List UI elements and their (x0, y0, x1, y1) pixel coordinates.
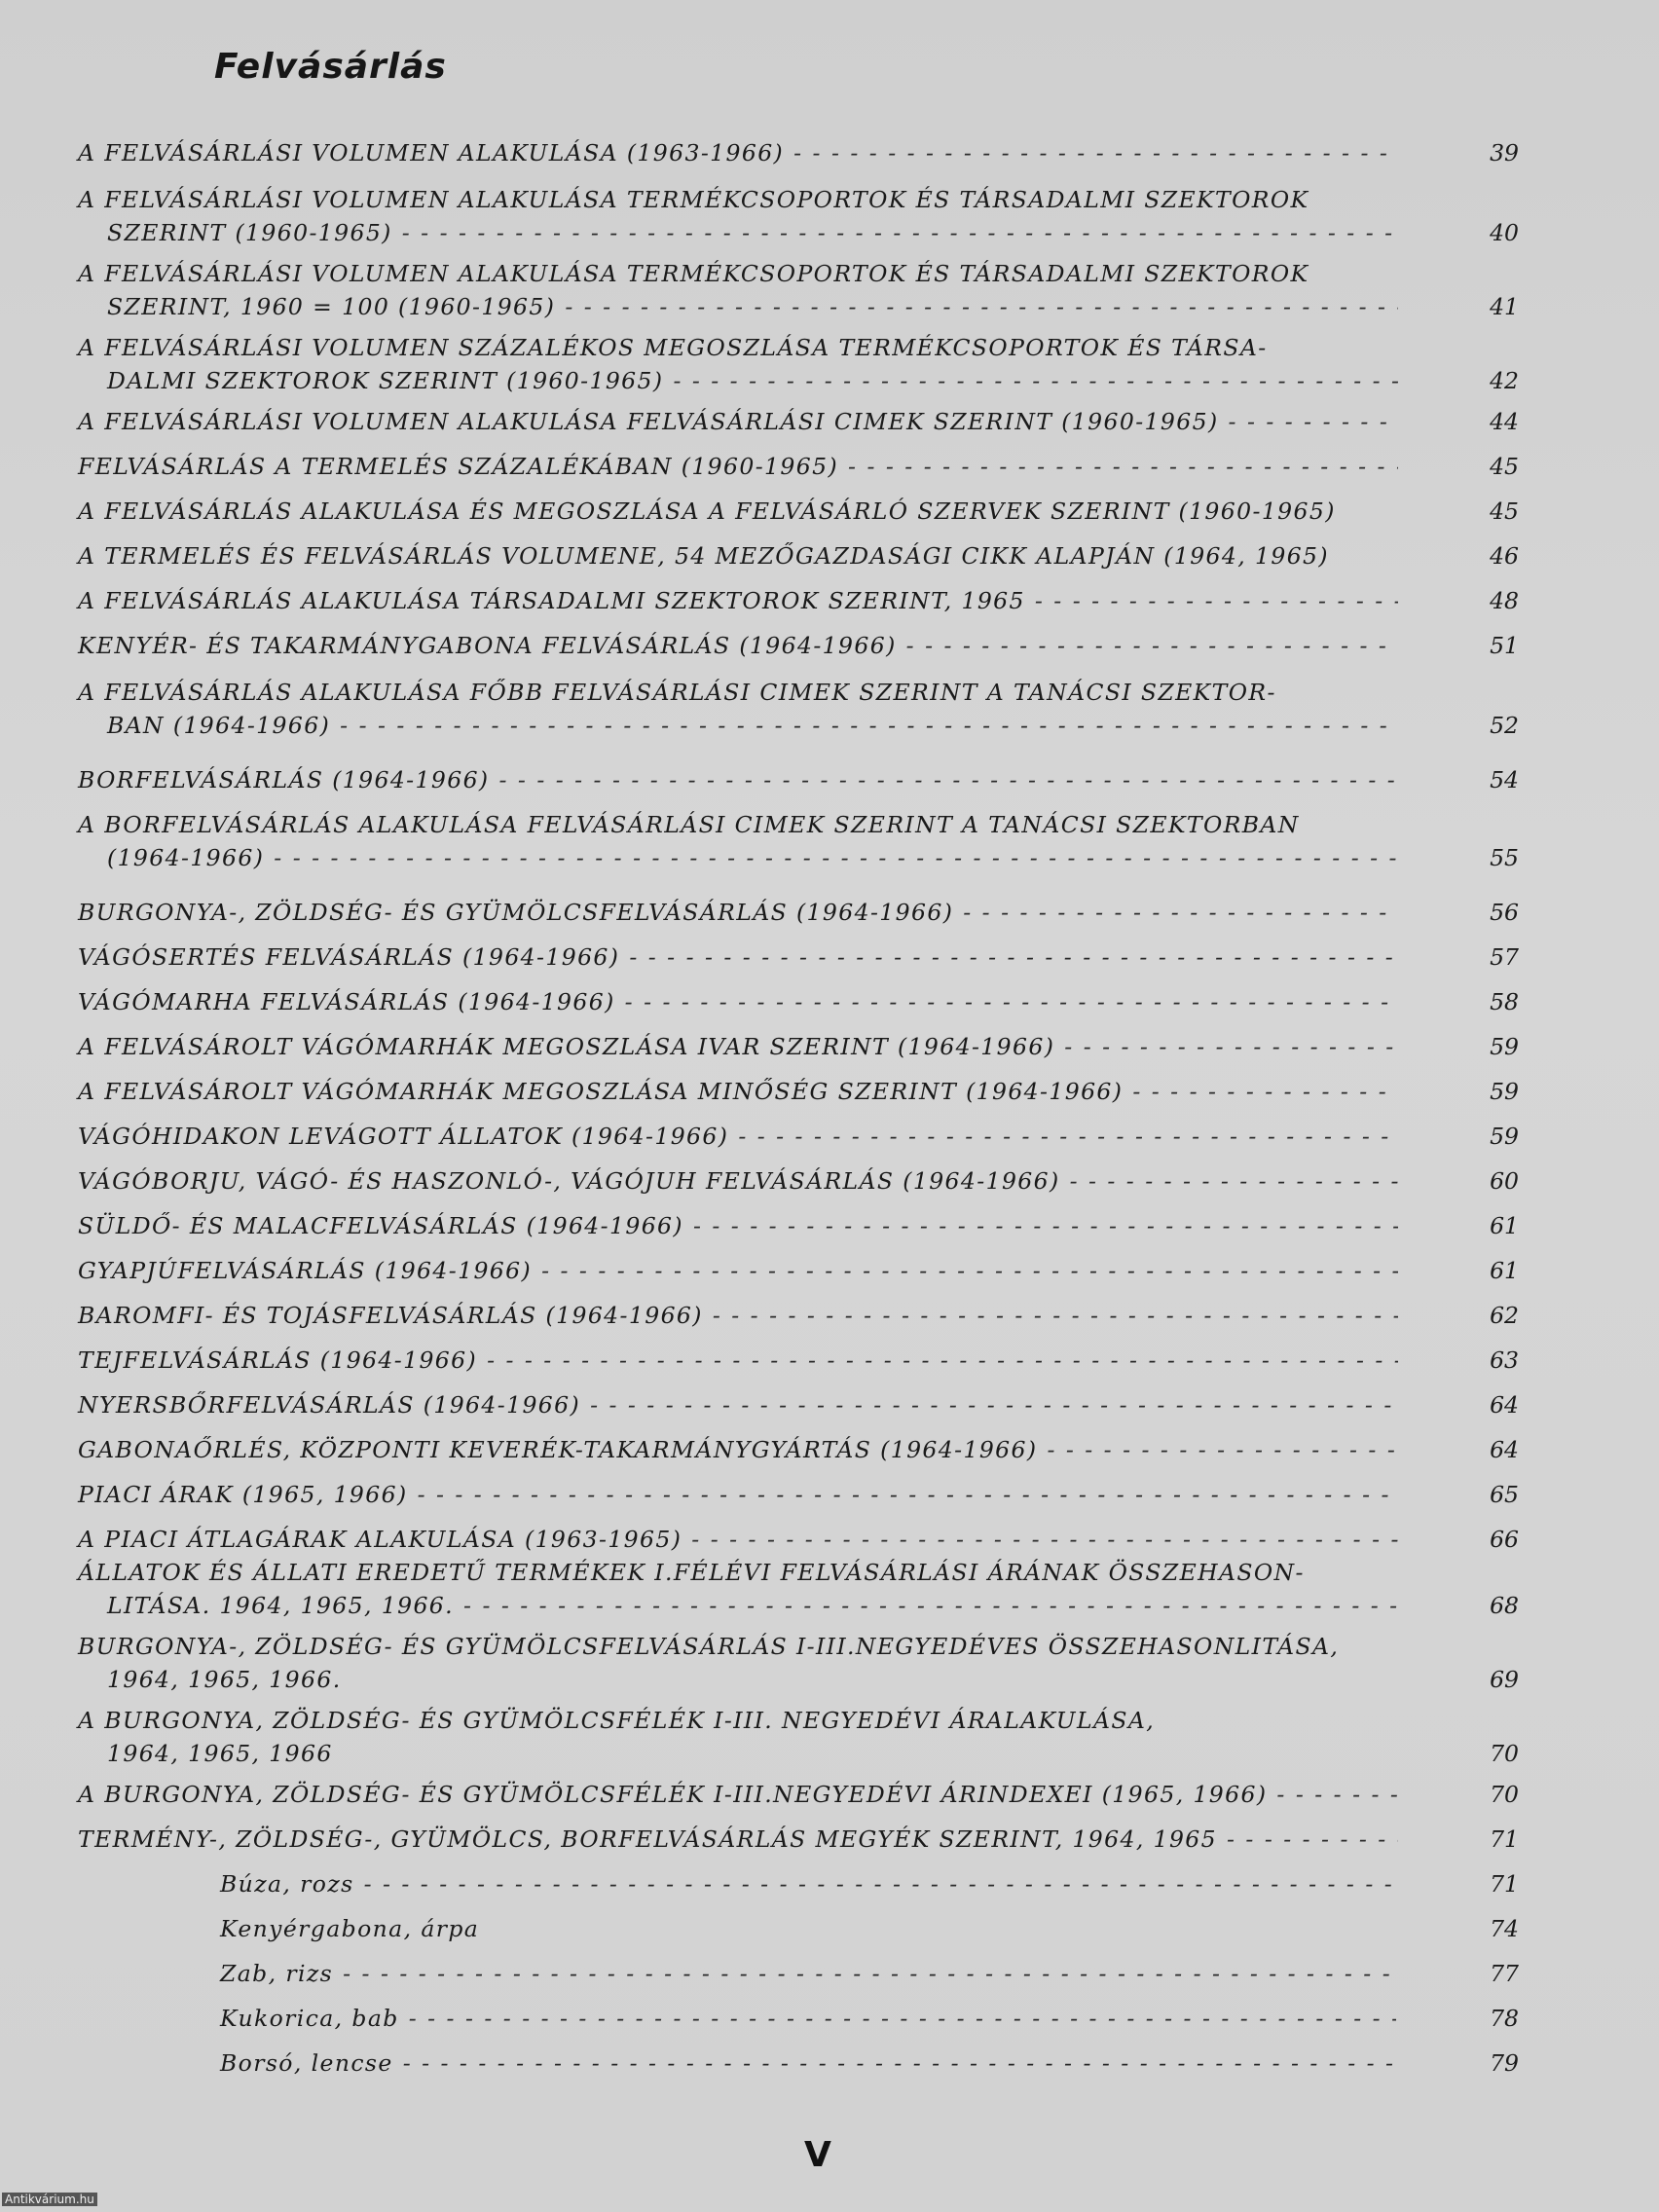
page-number-folio: V (804, 2135, 831, 2175)
toc-sub-entry-title: Kenyérgabona, árpa (220, 1915, 480, 1942)
dot-leader (1070, 1164, 1398, 1198)
toc-entry (78, 1254, 1519, 1287)
toc-entry-title: A PIACI ÁTLAGÁRAK ALAKULÁSA (1963-1965) (78, 1526, 682, 1553)
toc-entry (78, 1433, 1519, 1466)
toc-entry-title: TERMÉNY-, ZÖLDSÉG-, GYÜMÖLCS, BORFELVÁSÁRLÁS MEGYÉK SZERINT, 1964, 1965 (78, 1825, 1217, 1853)
dot-leader (1227, 1823, 1398, 1856)
toc-page-number: 44 (1490, 408, 1519, 435)
toc-page-number: 69 (1490, 1666, 1519, 1693)
toc-entry-title: A FELVÁSÁRLÁSI VOLUMEN ALAKULÁSA TERMÉKCSOPORTOK ÉS TÁRSADALMI SZEKTOROK (78, 260, 1309, 287)
toc-entry-title: A FELVÁSÁRLÁSI VOLUMEN ALAKULÁSA FELVÁSÁRLÁSI CIMEK SZERINT (1960-1965) (78, 408, 1219, 435)
toc-entry (78, 1823, 1519, 1856)
dot-leader (1229, 405, 1398, 438)
toc-page-number: 68 (1490, 1592, 1519, 1619)
toc-entry-title: FELVÁSÁRLÁS A TERMELÉS SZÁZALÉKÁBAN (1960-1965) (78, 453, 839, 480)
toc-entry (78, 763, 1519, 796)
toc-entry-title: SZERINT (1960-1965) (107, 219, 392, 246)
toc-entry-title: A FELVÁSÁRLÁS ALAKULÁSA TÁRSADALMI SZEKTOROK SZERINT, 1965 (78, 587, 1025, 614)
toc-page-number: 70 (1490, 1781, 1519, 1808)
dot-leader (1132, 1075, 1398, 1108)
toc-entry-title: A BORFELVÁSÁRLÁS ALAKULÁSA FELVÁSÁRLÁSI CIMEK SZERINT A TANÁCSI SZEKTORBAN (78, 811, 1300, 838)
toc-entry (78, 896, 1519, 929)
dot-leader (418, 1478, 1398, 1511)
section-heading: Felvásárlás (214, 47, 447, 87)
dot-leader (364, 1867, 1396, 1900)
toc-page-number: 45 (1490, 498, 1519, 525)
dot-leader (403, 2046, 1396, 2080)
toc-sub-entry-title: Búza, rozs (220, 1870, 354, 1898)
watermark: Antikvárium.hu (2, 2193, 97, 2206)
toc-page-number: 57 (1490, 943, 1519, 971)
toc-page-number: 70 (1490, 1740, 1519, 1767)
toc-entry (78, 136, 1519, 169)
dot-leader (1064, 1030, 1398, 1063)
toc-entry-title: VÁGÓBORJU, VÁGÓ- ÉS HASZONLÓ-, VÁGÓJUH FELVÁSÁRLÁS (1964-1966) (78, 1167, 1060, 1195)
toc-page-number: 59 (1490, 1078, 1519, 1105)
toc-page-number: 55 (1490, 844, 1519, 871)
toc-entry-title: SZERINT, 1960 = 100 (1960-1965) (107, 293, 556, 320)
toc-page-number: 39 (1490, 139, 1519, 166)
toc-entry-title: BAROMFI- ÉS TOJÁSFELVÁSÁRLÁS (1964-1966) (78, 1302, 703, 1329)
dot-leader (463, 1589, 1398, 1622)
dot-leader (402, 216, 1398, 249)
toc-sub-entry (78, 2002, 1519, 2035)
toc-page-number: 48 (1490, 587, 1519, 614)
dot-leader (625, 985, 1398, 1018)
toc-entry (78, 1030, 1519, 1063)
dot-leader (1035, 584, 1398, 617)
toc-sub-entry (78, 1867, 1519, 1900)
toc-sub-entry-title: Borsó, lencse (220, 2049, 393, 2077)
toc-entry-title: GABONAŐRLÉS, KÖZPONTI KEVERÉK-TAKARMÁNYGYÁRTÁS (1964-1966) (78, 1436, 1038, 1463)
toc-entry-title: ÁLLATOK ÉS ÁLLATI EREDETŰ TERMÉKEK I.FÉLÉVI FELVÁSÁRLÁSI ÁRÁNAK ÖSSZEHASON- (78, 1559, 1305, 1586)
toc-page-number: 79 (1490, 2049, 1519, 2077)
toc-entry-title: BURGONYA-, ZÖLDSÉG- ÉS GYÜMÖLCSFELVÁSÁRLÁS I-III.NEGYEDÉVES ÖSSZEHASONLITÁSA, (78, 1633, 1340, 1660)
toc-page-number: 52 (1490, 712, 1519, 739)
toc-sub-entry-title: Zab, rizs (220, 1960, 334, 1987)
toc-entry (78, 331, 1519, 397)
dot-leader (906, 629, 1398, 662)
toc-entry (78, 629, 1519, 662)
dot-leader (673, 364, 1398, 397)
dot-leader (343, 1957, 1396, 1990)
toc-entry (78, 1778, 1519, 1811)
toc-entry (78, 405, 1519, 438)
toc-entry-title: VÁGÓMARHA FELVÁSÁRLÁS (1964-1966) (78, 988, 615, 1015)
dot-leader (340, 709, 1398, 742)
toc-entry (78, 1388, 1519, 1421)
dot-leader (590, 1388, 1398, 1421)
toc-entry (78, 1630, 1519, 1696)
toc-page-number: 61 (1490, 1212, 1519, 1239)
dot-leader (713, 1299, 1398, 1332)
toc-entry (78, 940, 1519, 974)
dot-leader (499, 763, 1399, 796)
toc-page-number: 59 (1490, 1033, 1519, 1060)
toc-entry-title: VÁGÓHIDAKON LEVÁGOTT ÁLLATOK (1964-1966) (78, 1123, 729, 1150)
toc-entry (78, 1704, 1519, 1770)
toc-entry (78, 1164, 1519, 1198)
toc-entry-title: TEJFELVÁSÁRLÁS (1964-1966) (78, 1346, 478, 1374)
toc-entry (78, 985, 1519, 1018)
toc-entry-title: SÜLDŐ- ÉS MALACFELVÁSÁRLÁS (1964-1966) (78, 1212, 683, 1239)
toc-page-number: 45 (1490, 453, 1519, 480)
toc-entry-title: KENYÉR- ÉS TAKARMÁNYGABONA FELVÁSÁRLÁS (1964-1966) (78, 632, 897, 659)
toc-page-number: 60 (1490, 1167, 1519, 1195)
toc-page-number: 78 (1490, 2005, 1519, 2032)
toc-page-number: 64 (1490, 1436, 1519, 1463)
toc-page-number: 58 (1490, 988, 1519, 1015)
toc-entry-title: A FELVÁSÁRLÁSI VOLUMEN ALAKULÁSA TERMÉKCSOPORTOK ÉS TÁRSADALMI SZEKTOROK (78, 186, 1309, 213)
dot-leader (1276, 1778, 1398, 1811)
toc-entry-title: VÁGÓSERTÉS FELVÁSÁRLÁS (1964-1966) (78, 943, 620, 971)
toc-sub-entry (78, 1912, 1519, 1945)
toc-entry-title: A TERMELÉS ÉS FELVÁSÁRLÁS VOLUMENE, 54 MEZŐGAZDASÁGI CIKK ALAPJÁN (1964, 1965) (78, 542, 1329, 570)
toc-page-number: 42 (1490, 367, 1519, 394)
toc-entry (78, 808, 1519, 874)
dot-leader (487, 1344, 1398, 1377)
toc-page-number: 71 (1490, 1870, 1519, 1898)
toc-page-number: 40 (1490, 219, 1519, 246)
toc-page-number: 71 (1490, 1825, 1519, 1853)
dot-leader (274, 841, 1398, 874)
toc-page-number: 46 (1490, 542, 1519, 570)
toc-entry (78, 1556, 1519, 1622)
toc-entry (78, 183, 1519, 249)
toc-entry-title: A FELVÁSÁRLÁS ALAKULÁSA ÉS MEGOSZLÁSA A FELVÁSÁRLÓ SZERVEK SZERINT (1960-1965) (78, 498, 1336, 525)
toc-entry-title: A FELVÁSÁROLT VÁGÓMARHÁK MEGOSZLÁSA IVAR SZERINT (1964-1966) (78, 1033, 1055, 1060)
toc-entry-title: BORFELVÁSÁRLÁS (1964-1966) (78, 766, 490, 793)
toc-entry-title: A FELVÁSÁRLÁSI VOLUMEN ALAKULÁSA (1963-1966) (78, 139, 785, 166)
toc-page-number: 56 (1490, 899, 1519, 926)
toc-page-number: 61 (1490, 1257, 1519, 1284)
toc-sub-entry (78, 1957, 1519, 1990)
dot-leader (793, 136, 1398, 169)
toc-entry-title: A BURGONYA, ZÖLDSÉG- ÉS GYÜMÖLCSFÉLÉK I-III.NEGYEDÉVI ÁRINDEXEI (1965, 1966) (78, 1781, 1268, 1808)
toc-page-number: 54 (1490, 766, 1519, 793)
toc-entry (78, 450, 1519, 483)
toc-entry-title: (1964-1966) (107, 844, 265, 871)
dot-leader (565, 290, 1398, 323)
toc-entry-title: DALMI SZEKTOROK SZERINT (1960-1965) (107, 367, 664, 394)
toc-entry (78, 1209, 1519, 1242)
toc-entry-title: GYAPJÚFELVÁSÁRLÁS (1964-1966) (78, 1257, 533, 1284)
toc-entry-title: A FELVÁSÁROLT VÁGÓMARHÁK MEGOSZLÁSA MINŐSÉG SZERINT (1964-1966) (78, 1078, 1124, 1105)
toc-entry (78, 539, 1519, 572)
toc-entry (78, 1075, 1519, 1108)
toc-entry (78, 584, 1519, 617)
toc-page-number: 51 (1490, 632, 1519, 659)
toc-entry (78, 495, 1519, 528)
toc-page-number: 59 (1490, 1123, 1519, 1150)
dot-leader (1047, 1433, 1398, 1466)
toc-entry-title: NYERSBŐRFELVÁSÁRLÁS (1964-1966) (78, 1391, 581, 1419)
toc-page-number: 65 (1490, 1481, 1519, 1508)
dot-leader (693, 1209, 1398, 1242)
toc-entry-title: A FELVÁSÁRLÁSI VOLUMEN SZÁZALÉKOS MEGOSZLÁSA TERMÉKCSOPORTOK ÉS TÁRSA- (78, 334, 1268, 361)
toc-sub-entry (78, 2046, 1519, 2080)
toc-page-number: 66 (1490, 1526, 1519, 1553)
toc-entry (78, 1344, 1519, 1377)
toc-entry (78, 1299, 1519, 1332)
dot-leader (738, 1120, 1398, 1153)
dot-leader (691, 1523, 1398, 1556)
toc-page-number: 74 (1490, 1915, 1519, 1942)
toc-entry (78, 676, 1519, 742)
toc-entry (78, 257, 1519, 323)
toc-sub-entry-title: Kukorica, bab (220, 2005, 399, 2032)
dot-leader (963, 896, 1398, 929)
dot-leader (541, 1254, 1398, 1287)
toc-entry-title: 1964, 1965, 1966 (107, 1740, 333, 1767)
dot-leader (848, 450, 1398, 483)
toc-entry (78, 1478, 1519, 1511)
toc-entry-title: BAN (1964-1966) (107, 712, 331, 739)
dot-leader (409, 2002, 1396, 2035)
toc-page-number: 64 (1490, 1391, 1519, 1419)
toc-entry (78, 1523, 1519, 1556)
toc-entry-title: 1964, 1965, 1966. (107, 1666, 342, 1693)
toc-entry-title: A BURGONYA, ZÖLDSÉG- ÉS GYÜMÖLCSFÉLÉK I-III. NEGYEDÉVI ÁRALAKULÁSA, (78, 1707, 1156, 1734)
toc-entry-title: PIACI ÁRAK (1965, 1966) (78, 1481, 408, 1508)
toc-entry-title: LITÁSA. 1964, 1965, 1966. (107, 1592, 455, 1619)
toc-page-number: 41 (1490, 293, 1519, 320)
toc-page-number: 77 (1490, 1960, 1519, 1987)
dot-leader (629, 940, 1398, 974)
toc-entry (78, 1120, 1519, 1153)
toc-entry-title: A FELVÁSÁRLÁS ALAKULÁSA FŐBB FELVÁSÁRLÁSI CIMEK SZERINT A TANÁCSI SZEKTOR- (78, 679, 1276, 706)
toc-page-number: 63 (1490, 1346, 1519, 1374)
toc-page-number: 62 (1490, 1302, 1519, 1329)
toc-entry-title: BURGONYA-, ZÖLDSÉG- ÉS GYÜMÖLCSFELVÁSÁRLÁS (1964-1966) (78, 899, 954, 926)
